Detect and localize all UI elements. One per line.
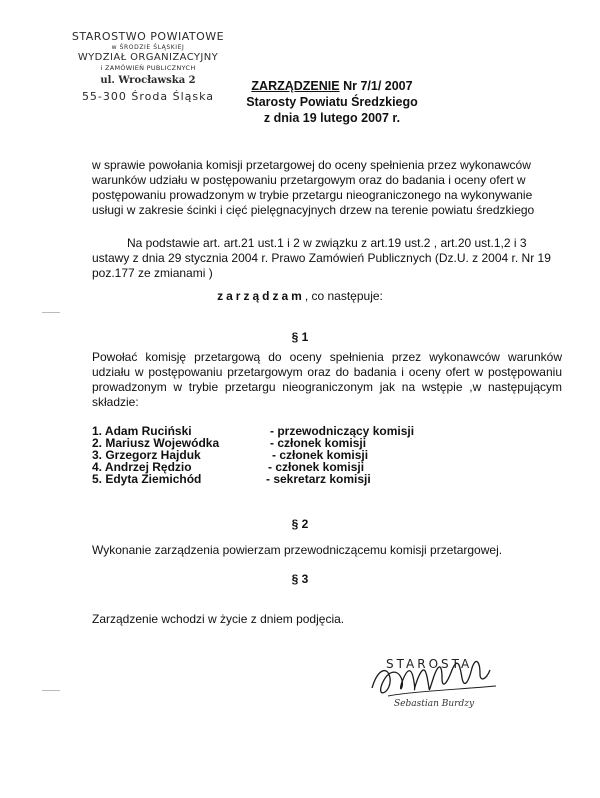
stamp-line: w ŚRODZIE ŚLĄSKIEJ [111, 44, 185, 51]
member-role: - sekretarz komisji [266, 472, 371, 486]
stamp-line: STAROSTWO POWIATOWE [71, 30, 225, 43]
member-name: 1. Adam Ruciński [92, 424, 192, 438]
legal-basis: Na podstawie art. art.21 ust.1 i 2 w związku z art.19 ust.2 , art.20 ust.1,2 i 3 ustawy z dnia 29 stycznia 2004 r. Prawo Zamówień Publicznych (Dz.U. z 2004 r. Nr 19 poz.177 ze zmianami ) [92, 236, 551, 280]
decree-subject: w sprawie powołania komisji przetargowej do oceny spełnienia przez wykonawców warunków udziału w postępowaniu przetargowym oraz do badania i oceny ofert w postępowaniu prowadzonym w trybie przetargu nieograniczonego na wykonywanie usługi w zakresie ścinki i cięć pielęgnacyjnych drzew na terenie powiatu średzkiego [92, 158, 535, 217]
stamp-line: WYDZIAŁ ORGANIZACYJNY [77, 52, 219, 63]
section-3-heading: § 3 [291, 572, 309, 586]
signature-title: STAROSTA [386, 657, 473, 671]
decree-issuer: Starosty Powiatu Średzkiego [246, 95, 418, 109]
decree-number: Nr 7/1/ 2007 [339, 79, 413, 93]
section-2-text: Wykonanie zarządzenia powierzam przewodniczącemu komisji przetargowej. [92, 543, 503, 557]
signature [368, 648, 518, 718]
signature-name: Sebastian Burdzy [394, 699, 475, 709]
stamp-line: i ZAMÓWIEŃ PUBLICZNYCH [100, 64, 196, 72]
decree-verb: zarządzam [217, 289, 305, 303]
signature-underline [388, 686, 496, 696]
office-stamp [58, 30, 238, 103]
member-role: - przewodniczący komisji [270, 424, 415, 438]
list-item [92, 448, 492, 460]
stamp-line: 55-300 Środa Śląska [81, 90, 215, 103]
list-item [92, 460, 492, 472]
decree-word: ZARZĄDZENIE [251, 79, 340, 93]
member-name: 5. Edyta Ziemichód [92, 472, 202, 486]
decree-statement [0, 289, 600, 303]
decree-rest: , co następuje: [304, 289, 383, 303]
committee-members-list [92, 424, 492, 484]
hole-punch-mark [42, 690, 60, 691]
decree-title [212, 78, 452, 94]
hole-punch-mark [42, 312, 60, 313]
stamp-line: ul. Wrocławska 2 [100, 75, 196, 86]
list-item [92, 436, 492, 448]
member-name: 2. Mariusz Wojewódka [92, 436, 220, 450]
member-name: 4. Andrzej Rędzio [92, 460, 192, 474]
section-2-heading: § 2 [291, 517, 309, 531]
member-role: - członek komisji [272, 448, 369, 462]
decree-date: z dnia 19 lutego 2007 r. [263, 111, 401, 125]
member-name: 3. Grzegorz Hajduk [92, 448, 201, 462]
member-role: - członek komisji [268, 460, 365, 474]
list-item [92, 424, 492, 436]
section-1-text: Powołać komisję przetargową do oceny spełnienia przez wykonawców warunków udziału w postępowaniu przetargowym oraz do badania i oceny ofert w postępowaniu prowadzonym w trybie przetargu nieograniczonym jak na wstępie ,w następującym składzie: [92, 350, 562, 409]
list-item [92, 472, 492, 484]
document-header [212, 78, 452, 126]
section-3-text: Zarządzenie wchodzi w życie z dniem podjęcia. [92, 612, 345, 626]
member-role: - członek komisji [270, 436, 367, 450]
section-1-heading: § 1 [291, 330, 309, 344]
